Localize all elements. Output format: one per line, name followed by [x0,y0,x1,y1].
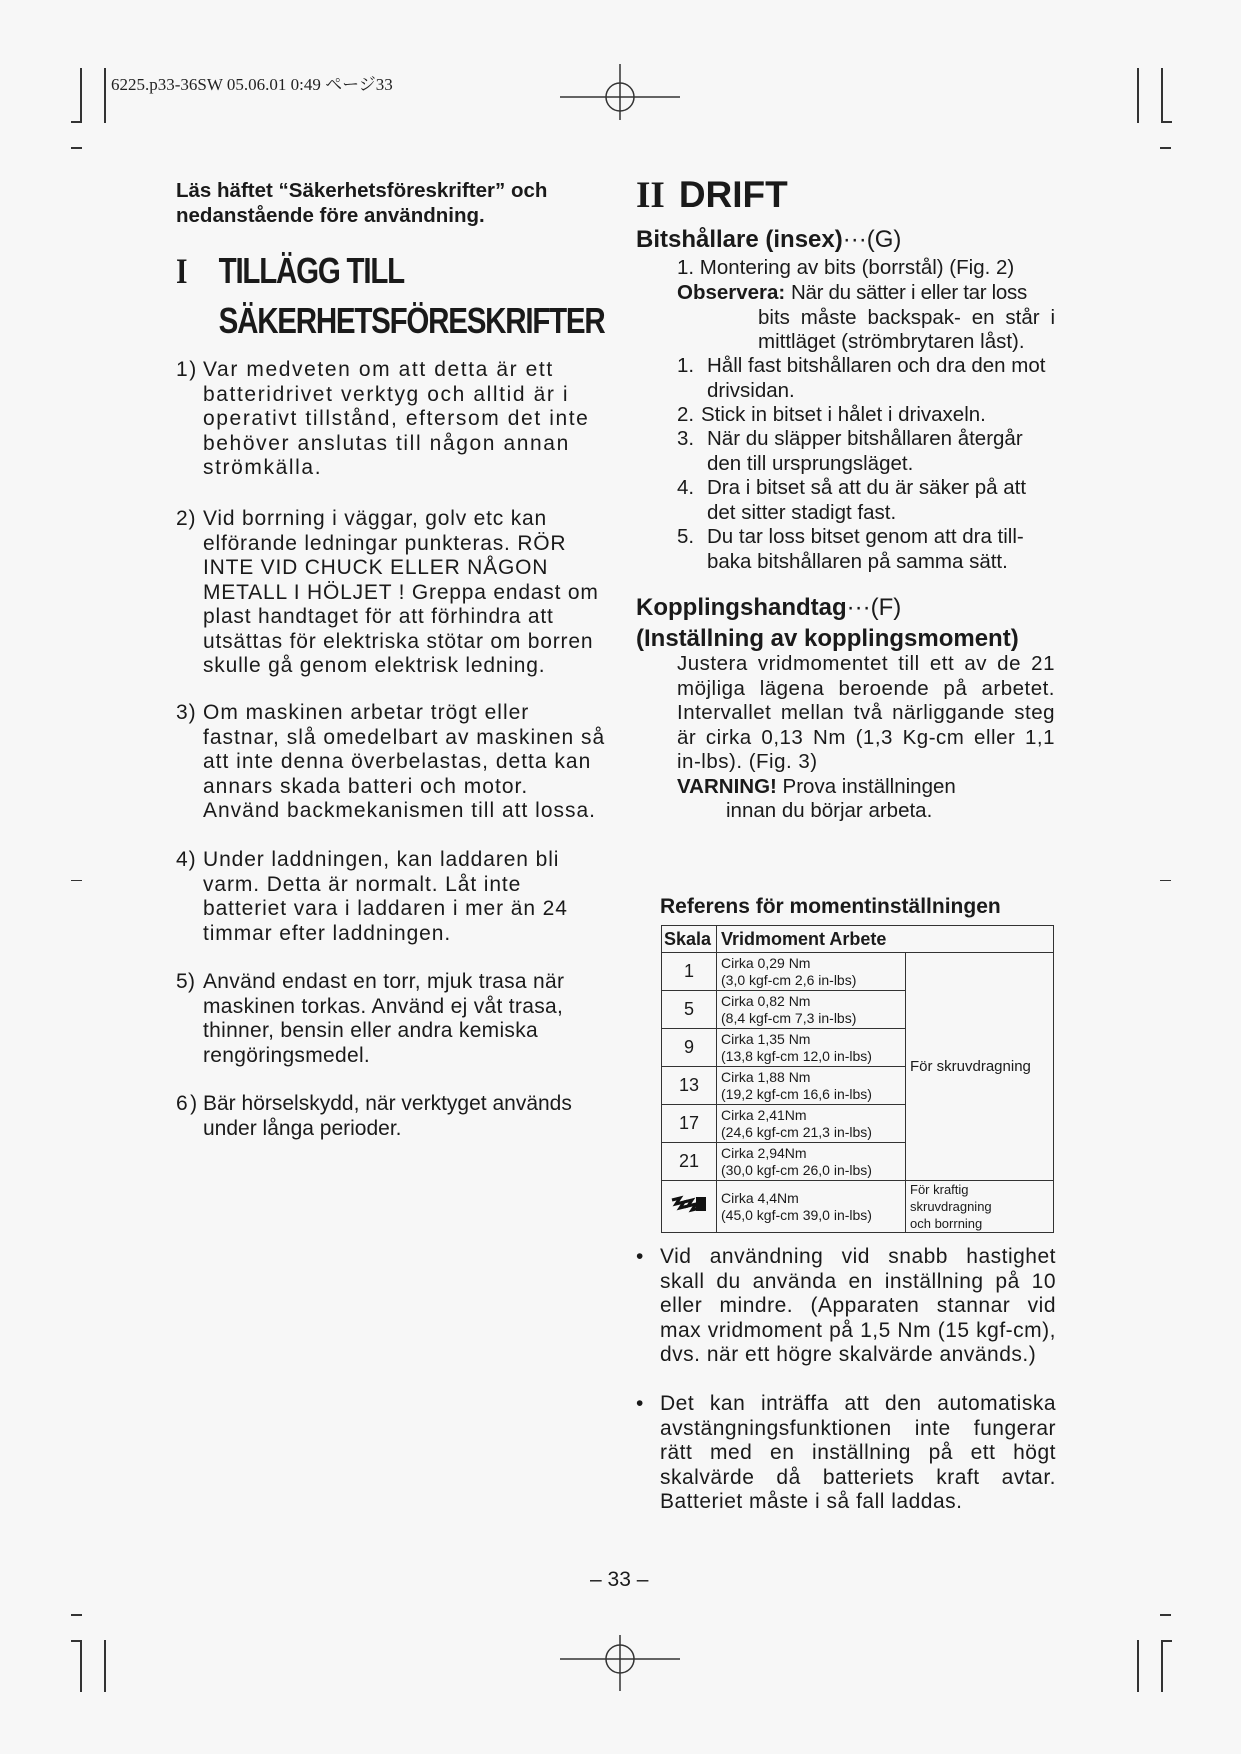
registration-mark-icon [560,1635,680,1695]
item-text: Vid borrning i väggar, golv etc kan elförande ledningar punkteras. RÖR INTE VID CHUCK ELLER NÅGON METALL I HÖLJET ! Greppa endast om plast handtaget för att förhindra att utsättas för elektriska stötar om borren skulle gå genom elektrisk ledning. [203,507,599,677]
torque-cell [717,1181,906,1233]
item-number: 1) [176,358,198,381]
crop-mark [71,147,82,149]
scale-cell: 1 [662,953,717,991]
mounting-step: 1. Montering av bits (borrstål) (Fig. 2) [677,256,1015,279]
crop-mark [1160,880,1171,881]
drill-mode-icon [662,1181,717,1233]
torque-cell [717,953,906,991]
clutch-heading-text: Kopplingshandtag [636,594,847,621]
list-item [176,701,606,824]
section2-number: II [636,175,665,216]
crop-mark [80,1640,82,1692]
observe-text: När du sätter i eller tar loss [790,281,1027,304]
bits-heading [636,226,901,254]
torque-cell [717,1105,906,1143]
torque-value: Cirka 1,35 Nm [721,1030,811,1047]
item-number: 4) [176,848,197,871]
list-item [176,1092,626,1141]
scale-cell: 9 [662,1029,717,1067]
crop-mark [1137,1640,1139,1692]
torque-units: (30,0 kgf-cm 26,0 in-lbs) [721,1161,872,1178]
list-item [176,848,606,946]
section2-heading [636,174,788,217]
crop-mark [71,1614,82,1616]
section2-title: DRIFT [678,174,788,215]
warning-text: Prova inställningen [782,775,956,798]
observe-text-cont: bits måste backspak- en står i mittläget (strömbrytaren låst). [758,305,1055,353]
bullet-text: Vid användning vid snabb hastighet skall du använda en inställning på 10 eller mindre. (Apparaten stannar vid max vridmoment på 1,5 Nm (15 kgf-cm), dvs. när ett högre skalvärde används.) [660,1245,1056,1366]
torque-units: (19,2 kgf-cm 16,6 in-lbs) [721,1085,872,1102]
list-item [176,507,606,679]
observe-note [677,281,1055,355]
torque-value: Cirka 2,41Nm [721,1106,807,1123]
bits-heading-text: Bitshållare (insex) [636,226,843,253]
crop-mark [80,68,82,123]
scale-cell: 13 [662,1067,717,1105]
scale-cell: 21 [662,1143,717,1181]
header-work [906,926,1054,953]
crop-mark [104,1640,106,1692]
torque-cell [717,991,906,1029]
bits-heading-ref: ···(G) [842,226,902,253]
registration-mark-icon [560,60,680,120]
work-text: För kraftig skruvdragning [910,1182,992,1214]
crop-mark [1161,1640,1163,1692]
header-torque [717,926,906,953]
list-item [677,525,1057,574]
list-item [677,403,1057,428]
list-item [176,358,606,481]
torque-cell [717,1143,906,1181]
clutch-text: Justera vridmomentet till ett av de 21 möjliga lägena beroende på arbetet. Intervallet mellan två närliggande steg är cirka 0,13 Nm (1,3 Kg-cm eller 1,1 in-lbs). (Fig. 3) [677,652,1055,773]
section1-number: I [176,251,187,291]
torque-value: Cirka 1,88 Nm [721,1068,811,1085]
table-header-row [662,926,1054,953]
torque-value: Cirka 4,4Nm [721,1189,799,1206]
crop-mark [1160,147,1171,149]
item-number: 3) [176,701,197,724]
work-cell: För skruvdragning [906,953,1054,1181]
torque-table [661,925,1054,1233]
step-number: 3. [677,427,695,450]
torque-units: (45,0 kgf-cm 39,0 in-lbs) [721,1206,872,1223]
bullet-icon: • [636,1245,644,1268]
table-row [662,1181,1054,1233]
torque-units: (8,4 kgf-cm 7,3 in-lbs) [721,1009,857,1026]
crop-mark [1161,68,1163,123]
section1-heading [176,246,604,346]
bullet-text: Det kan inträffa att den automatiska avstängningsfunktionen inte fungerar rätt med en inställning på ett högt skalvärde då batteriets kraft avtar. Batteriet måste i så fall laddas. [660,1392,1056,1513]
crop-mark [71,880,82,881]
work-cell [906,1181,1054,1233]
step-text: Stick in bitset i hålet i drivaxeln. [701,403,986,426]
step-text: När du släpper bitshållaren återgår den till ursprungsläget. [707,427,1023,475]
item-number: 5) [176,970,196,993]
torque-units: (24,6 kgf-cm 21,3 in-lbs) [721,1123,872,1140]
step-number: 4. [677,476,695,499]
step-number: 2. [677,403,695,426]
step-text: Dra i bitset så att du är säker på att det sitter stadigt fast. [707,476,1027,524]
section1-title-line1: TILLÄGG TILL [218,250,404,291]
item-text: Använd endast en torr, mjuk trasa när maskinen torkas. Använd ej våt trasa, thinner, bensin eller andra kemiska rengöringsmedel. [203,970,565,1067]
list-item [677,476,1057,525]
table-title: Referens för momentinställningen [660,895,1001,918]
item-text: Under laddningen, kan laddaren bli varm. Detta är normalt. Låt inte batteriet vara i laddaren i mer än 24 timmar efter laddningen. [203,848,568,945]
work-text: och borrning [910,1216,983,1231]
torque-units: (13,8 kgf-cm 12,0 in-lbs) [721,1047,872,1064]
clutch-heading-ref: ···(F) [846,594,902,621]
item-text: Om maskinen arbetar trögt eller fastnar, slå omedelbart av maskinen så att inte denna överbelastas, detta kan annars skada batteri och motor. Använd backmekanismen till att lossa. [203,701,606,822]
bullet-icon: • [636,1392,644,1415]
item-number: 6) [176,1092,200,1115]
warning-note [677,775,956,800]
step-text: Du tar loss bitset genom att dra till- baka bitshållaren på samma sätt. [707,525,1024,573]
torque-cell [717,1067,906,1105]
list-item [677,354,1057,403]
bullet-item [636,1392,1056,1515]
scale-cell: 17 [662,1105,717,1143]
torque-cell [717,1029,906,1067]
step-number: 1. [677,354,695,377]
print-slug: 6225.p33-36SW 05.06.01 0:49 ページ33 [111,75,393,94]
crop-mark [71,121,82,123]
intro-note: Läs häftet “Säkerhetsföreskrifter” och nedanstående före användning. [176,179,548,227]
clutch-heading-2: (Inställning av kopplingsmoment) [636,625,1019,652]
observe-label: Observera: [677,281,786,304]
torque-value: Cirka 2,94Nm [721,1144,807,1161]
page-number: – 33 – [590,1568,649,1591]
crop-mark [1161,121,1172,123]
header-scale: Skala [662,926,717,953]
list-item [677,427,1057,476]
item-number: 2) [176,507,197,530]
torque-value: Cirka 0,82 Nm [721,992,811,1009]
item-text: Var medveten om att detta är ett batteridrivet verktyg och alltid är i operativt tillstånd, eftersom det inte behöver anslutas till någon annan strömkälla. [203,358,590,479]
crop-mark [104,68,106,123]
crop-mark [1137,68,1139,123]
item-text: Bär hörselskydd, när verktyget används under långa perioder. [203,1092,572,1140]
scale-cell: 5 [662,991,717,1029]
header-work-text: Arbete [829,928,887,949]
bullet-item [636,1245,1056,1368]
step-number: 5. [677,525,695,548]
step-text: Håll fast bitshållaren och dra den mot drivsidan. [707,354,1046,402]
header-torque-text: Vridmoment [721,928,826,949]
crop-mark [1160,1614,1171,1616]
section1-title-line2: SÄKERHETSFÖRESKRIFTER [218,300,605,341]
torque-units: (3,0 kgf-cm 2,6 in-lbs) [721,971,857,988]
warning-label: VARNING! [677,775,777,798]
torque-value: Cirka 0,29 Nm [721,954,811,971]
warning-text-cont: innan du börjar arbeta. [726,799,933,822]
list-item [176,970,606,1068]
table-row [662,953,1054,991]
clutch-heading [636,594,901,622]
crop-mark [1161,1640,1172,1642]
